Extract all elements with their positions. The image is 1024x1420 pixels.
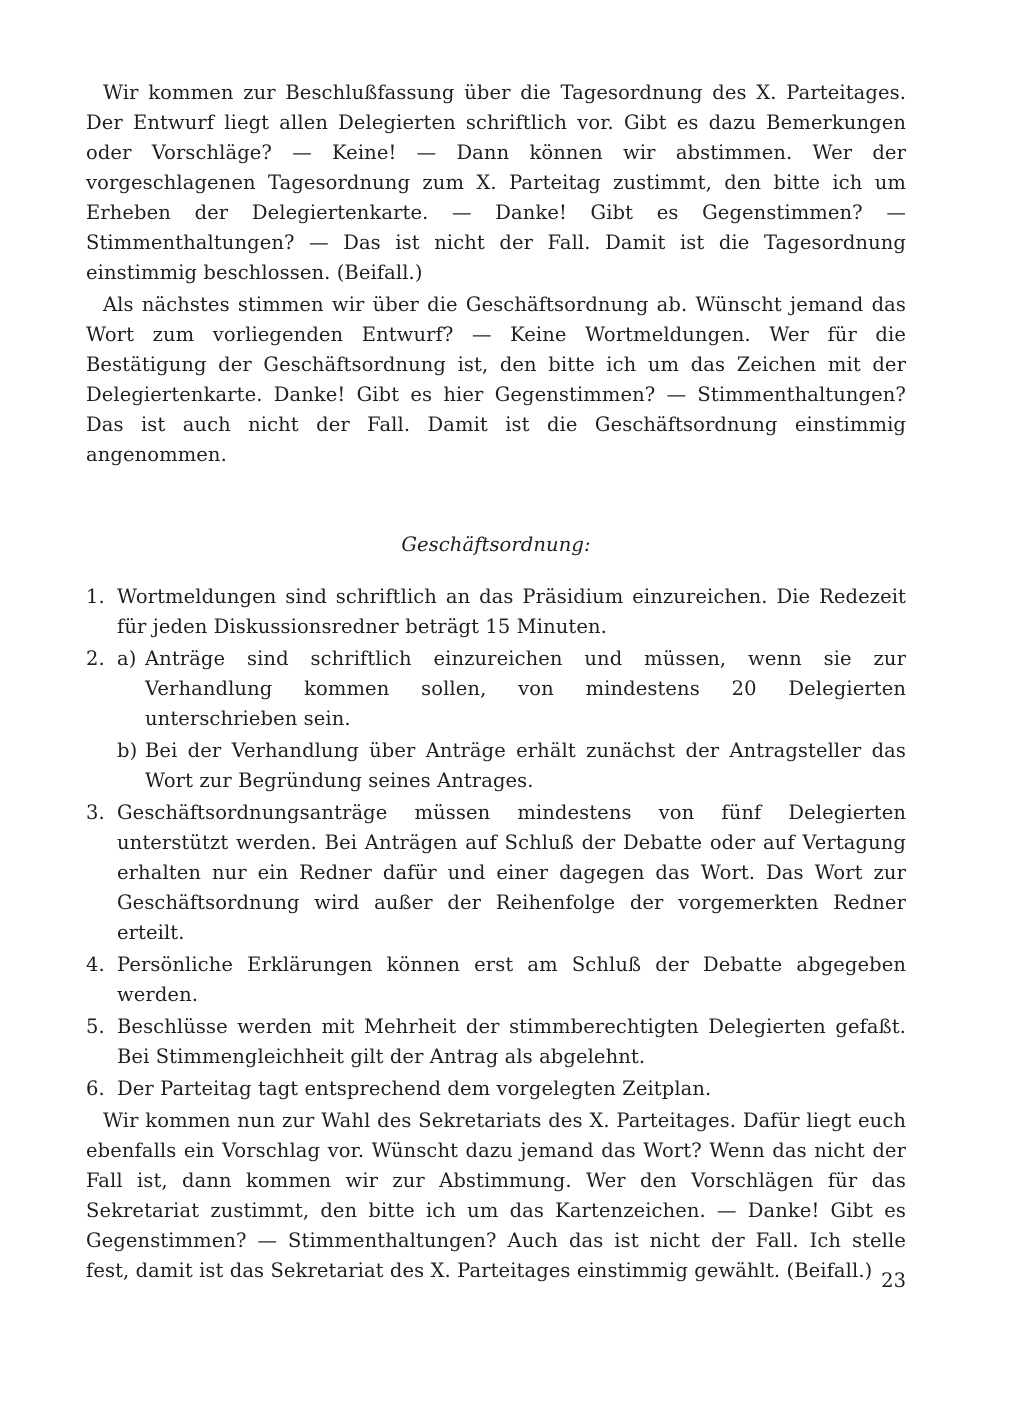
document-page [86,78,906,1288]
rule-text: Beschlüsse werden mit Mehrheit der stimmberechtigten Delegierten gefaßt. Bei Stimmengleichheit gilt der Antrag als abgelehnt. [117,1015,906,1068]
rule-item-3 [86,798,906,948]
rule-number: 4. [86,953,105,976]
rule-number: 5. [86,1015,105,1038]
subitem-text: Anträge sind schriftlich einzureichen und müssen, wenn sie zur Verhandlung kommen sollen, von mindestens 20 Delegierten unterschrieben sein. [145,647,906,730]
rule-subitem-a [117,644,906,734]
rule-item-1 [86,582,906,642]
rule-number: 6. [86,1077,105,1100]
rule-text: Geschäftsordnungsanträge müssen mindestens von fünf Delegierten unterstützt werden. Bei Anträgen auf Schluß der Debatte oder auf Vertagung erhalten nur ein Redner dafür und einer dagegen das Wort. Das Wort zur Geschäftsordnung wird außer der Reihenfolge der vorgemerkten Redner erteilt. [117,801,906,944]
rule-item-2 [86,644,906,796]
rule-text: Wortmeldungen sind schriftlich an das Präsidium einzureichen. Die Redezeit für jeden Diskussionsredner beträgt 15 Minuten. [117,585,906,638]
rule-text: Der Parteitag tagt entsprechend dem vorgelegten Zeitplan. [117,1077,712,1100]
section-heading: Geschäftsordnung: [401,533,591,556]
page-number: 23 [881,1269,906,1292]
subitem-letter: b) [117,739,138,762]
subitem-letter: a) [117,647,137,670]
closing-paragraph-secretariat: Wir kommen nun zur Wahl des Sekretariats des X. Parteitages. Dafür liegt euch ebenfalls ein Vorschlag vor. Wünscht dazu jemand das Wort? Wenn das nicht der Fall ist, dann kommen wir zur Abstimmung. Wer den Vorschlägen für das Sekretariat zustimmt, den bitte ich um das Kartenzeichen. — Danke! Gibt es Gegenstimmen? — Stimmenthaltungen? Auch das ist nicht der Fall. Ich stelle fest, damit ist das Sekretariat des X. Parteitages einstimmig gewählt. (Beifall.) [86,1109,906,1282]
rule-number: 1. [86,585,105,608]
rule-item-6 [86,1074,906,1104]
rules-list [86,582,906,1104]
subitem-text: Bei der Verhandlung über Anträge erhält zunächst der Antragsteller das Wort zur Begründung seines Antrages. [145,739,906,792]
rule-subitem-b [117,736,906,796]
rule-number: 3. [86,801,105,824]
rule-item-4 [86,950,906,1010]
rule-text: Persönliche Erklärungen können erst am Schluß der Debatte abgegeben werden. [117,953,906,1006]
rule-number: 2. [86,647,105,670]
intro-paragraph-rules-vote: Als nächstes stimmen wir über die Geschäftsordnung ab. Wünscht jemand das Wort zum vorliegenden Entwurf? — Keine Wortmeldungen. Wer für die Bestätigung der Geschäftsordnung ist, den bitte ich um das Zeichen mit der Delegiertenkarte. Danke! Gibt es hier Gegenstimmen? — Stimmenthaltungen? Das ist auch nicht der Fall. Damit ist die Geschäftsordnung einstimmig angenommen. [86,293,906,466]
rule-item-5 [86,1012,906,1072]
intro-paragraph-agenda: Wir kommen zur Beschlußfassung über die Tagesordnung des X. Parteitages. Der Entwurf liegt allen Delegierten schriftlich vor. Gibt es dazu Bemerkungen oder Vorschläge? — Keine! — Dann können wir abstimmen. Wer der vorgeschlagenen Tagesordnung zum X. Parteitag zustimmt, den bitte ich um Erheben der Delegiertenkarte. — Danke! Gibt es Gegenstimmen? — Stimmenthaltungen? — Das ist nicht der Fall. Damit ist die Tagesordnung einstimmig beschlossen. (Beifall.) [86,81,906,284]
